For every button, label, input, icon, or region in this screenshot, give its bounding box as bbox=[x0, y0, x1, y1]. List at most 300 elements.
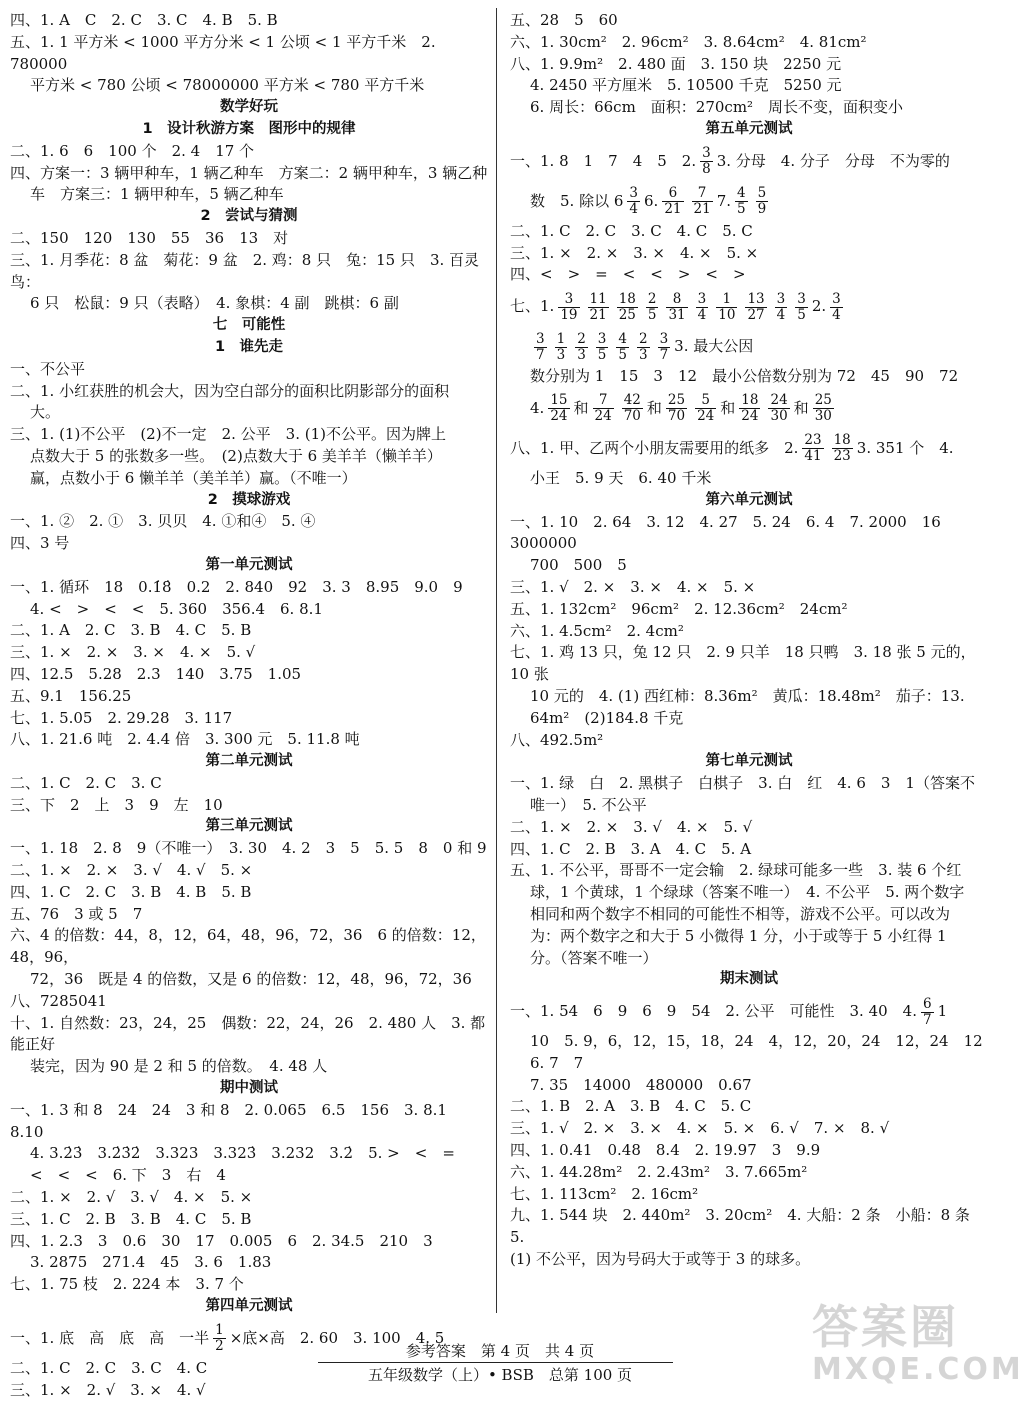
fraction-denominator: 27 bbox=[747, 306, 765, 323]
answer-line bbox=[510, 243, 988, 265]
answer-line bbox=[10, 795, 488, 817]
answer-text: 期末测试 bbox=[720, 971, 778, 988]
fraction bbox=[622, 393, 643, 424]
answer-line bbox=[10, 1013, 488, 1057]
answer-line bbox=[10, 511, 488, 533]
answer-line bbox=[10, 969, 488, 991]
fraction-denominator: 3 bbox=[638, 346, 648, 363]
fraction bbox=[637, 332, 650, 363]
fraction-denominator: 41 bbox=[804, 448, 822, 465]
answer-text: 1 bbox=[937, 1002, 948, 1021]
section-heading bbox=[510, 490, 988, 512]
fraction-numerator: 6 bbox=[662, 186, 683, 202]
answer-line bbox=[510, 795, 988, 817]
answer-text: 八、1. 9.9m² 2. 480 面 3. 150 块 2250 元 bbox=[510, 54, 842, 73]
answer-line bbox=[510, 264, 988, 286]
answer-line bbox=[510, 904, 988, 926]
answer-line bbox=[10, 1252, 488, 1274]
fraction-numerator: 3 bbox=[776, 290, 786, 307]
answer-line bbox=[10, 729, 488, 751]
fraction bbox=[593, 393, 614, 424]
answer-line bbox=[10, 446, 488, 468]
section-heading bbox=[10, 816, 488, 838]
answer-text: 七、1. bbox=[510, 297, 555, 316]
fraction-denominator: 7 bbox=[659, 346, 669, 363]
fraction bbox=[756, 186, 769, 217]
answer-text: 七 可能性 bbox=[212, 317, 286, 334]
answer-text: 第七单元测试 bbox=[705, 753, 793, 770]
answer-line bbox=[510, 926, 988, 948]
answer-text: 五、76 3 或 5 7 bbox=[10, 904, 143, 923]
answer-line bbox=[510, 1118, 988, 1140]
fraction bbox=[768, 393, 789, 424]
answer-line bbox=[10, 468, 488, 490]
answer-line bbox=[510, 621, 988, 643]
section-heading bbox=[510, 969, 988, 991]
fraction bbox=[830, 292, 843, 323]
fraction-denominator: 4 bbox=[629, 201, 638, 218]
fraction bbox=[548, 393, 569, 424]
fraction bbox=[735, 186, 748, 217]
answer-line bbox=[510, 773, 988, 795]
answer-line bbox=[10, 882, 488, 904]
fraction bbox=[745, 292, 766, 323]
answer-text: 五、1. 132cm² 96cm² 2. 12.36cm² 24cm² bbox=[510, 599, 848, 618]
answer-text: 十、1. 自然数：23，24，25 偶数：22，24，26 2. 480 人 3. 都能正好 bbox=[10, 1013, 486, 1054]
answer-text: 700 500 5 bbox=[530, 556, 627, 575]
footer-page-info: 参考答案 第 4 页 共 4 页 bbox=[405, 1342, 595, 1360]
answer-line bbox=[510, 75, 988, 97]
answer-text: 一、1. 54 6 9 6 9 54 2. 公平 可能性 3. 40 4. bbox=[510, 1002, 917, 1021]
fraction bbox=[700, 146, 713, 177]
answer-text: 八、1. 甲、乙两个小朋友需要用的纸多 2. bbox=[510, 438, 799, 457]
answer-text: 一、1. ② 2. ① 3. 贝贝 4. ①和④ 5. ④ bbox=[10, 512, 316, 531]
answer-text: 4. 3.2̇3̇ 3.2̇3̇2̇ 3.323 3.323̇ 3.232 3.2̇ 5. > < = bbox=[30, 1144, 455, 1163]
answer-text: 二、1. C 2. C 3. C bbox=[10, 773, 162, 792]
fraction-denominator: 30 bbox=[770, 408, 788, 425]
answer-line bbox=[10, 1209, 488, 1231]
answer-text: 一、1. 绿 白 2. 黑棋子 白棋子 3. 白 红 4. 6 3 1（答案不 bbox=[510, 774, 975, 793]
fraction-denominator: 9 bbox=[757, 201, 767, 218]
fraction-numerator: 24 bbox=[770, 392, 788, 409]
fraction-denominator: 70 bbox=[667, 408, 686, 425]
answer-text: 三、1. × 2. √ 3. × 4. √ bbox=[10, 1380, 206, 1399]
answer-text: 二、150 120 130 55 36 13 对 bbox=[10, 228, 289, 247]
answer-line bbox=[10, 925, 488, 969]
section-heading bbox=[510, 119, 988, 141]
section-heading bbox=[10, 490, 488, 512]
answer-text: 六、4 的倍数：44，8，12，64，48，96，72，36 6 的倍数：12，48，96， bbox=[10, 926, 486, 967]
answer-text: 一、1. 3 和 8 24 24 3 和 8 2. 0.065 6.5 156 3. 8.1 8.10 bbox=[10, 1100, 462, 1141]
answer-line bbox=[510, 32, 988, 54]
answer-line bbox=[510, 1205, 988, 1249]
answer-text: 四、3 号 bbox=[10, 534, 70, 553]
answer-text: 七、1. 113cm² 2. 16cm² bbox=[510, 1184, 699, 1203]
fraction-numerator: 8 bbox=[666, 292, 687, 308]
footer-rule bbox=[318, 1362, 673, 1363]
answer-text: 五、28 5 60 bbox=[510, 11, 618, 29]
answer-line bbox=[510, 817, 988, 839]
answer-line bbox=[10, 1274, 488, 1296]
answer-text: 和 bbox=[573, 398, 589, 417]
answer-line bbox=[10, 250, 488, 294]
fraction bbox=[596, 332, 609, 363]
fraction bbox=[627, 186, 640, 217]
watermark-logo bbox=[812, 1300, 1024, 1392]
fraction-denominator: 5 bbox=[597, 346, 607, 363]
answer-text: 七、1. 75 枝 2. 224 本 3. 7 个 bbox=[10, 1275, 244, 1294]
answer-line bbox=[510, 599, 988, 621]
answer-line bbox=[510, 512, 988, 556]
answer-text: 第四单元测试 bbox=[205, 1298, 293, 1315]
fraction bbox=[617, 292, 638, 323]
answer-text: 车 方案三：1 辆甲种车，5 辆乙种车 bbox=[30, 185, 284, 204]
fraction-numerator: 3 bbox=[832, 290, 841, 307]
fraction-numerator: 42 bbox=[623, 392, 641, 409]
answer-text: (1) 不公平，因为号码大于或等于 3 的球多。 bbox=[510, 1250, 811, 1269]
fraction-denominator: 5 bbox=[647, 306, 657, 323]
answer-line bbox=[510, 1031, 998, 1075]
answer-text: 一、1. 10 2. 64 3. 12 4. 27 5. 24 6. 4 7. 2000 16 3000000 bbox=[510, 512, 956, 553]
answer-text: 三、1. √ 2. × 3. × 4. × 5. × bbox=[510, 577, 756, 596]
answer-text: 三、1. √ 2. × 3. × 4. × 5. × 6. √ 7. × 8. √ bbox=[510, 1119, 890, 1138]
fraction-numerator: 2 bbox=[638, 330, 648, 347]
fraction-denominator: 24 bbox=[741, 408, 759, 425]
fraction bbox=[716, 292, 737, 323]
answer-text: 3. 分母 4. 分子 分母 不为零的 bbox=[716, 151, 950, 170]
right-column bbox=[510, 10, 998, 1271]
answer-text: 和 bbox=[720, 398, 736, 417]
answer-line bbox=[10, 1187, 488, 1209]
answer-line bbox=[10, 359, 488, 381]
answer-text: 10 5. 9，6，12，15，18，24 4，12，20，24 12，24 12 6. 7 7 bbox=[530, 1032, 998, 1072]
fraction bbox=[534, 332, 547, 363]
answer-text: 四、12.5 5.28 2.3 140 3.75 1.05 bbox=[10, 664, 302, 683]
answer-text: 2 摸球游戏 bbox=[207, 491, 291, 508]
answer-text: 四、1. 0.41 0.48 8.4 2. 19.97 3 9.9 bbox=[510, 1141, 821, 1160]
fraction-denominator: 3 bbox=[556, 346, 566, 363]
answer-line bbox=[510, 286, 988, 326]
answer-text: 装完，因为 90 是 2 和 5 的倍数。 4. 48 人 bbox=[30, 1057, 328, 1076]
fraction-numerator: 3 bbox=[797, 290, 806, 307]
answer-line bbox=[10, 293, 488, 315]
answer-line bbox=[10, 141, 488, 163]
answer-line bbox=[10, 1165, 488, 1187]
answer-text: 六、1. 44.28m² 2. 2.43m² 3. 7.665m² bbox=[510, 1162, 808, 1181]
fraction-numerator: 2 bbox=[647, 290, 657, 307]
fraction-numerator: 1 bbox=[215, 1322, 224, 1339]
section-heading bbox=[10, 1296, 488, 1318]
section-heading bbox=[10, 206, 488, 228]
answer-text: 64m² (2)184.8 千克 bbox=[530, 708, 684, 727]
fraction-denominator: 10 bbox=[718, 306, 736, 323]
fraction bbox=[658, 332, 671, 363]
answer-text: 小王 5. 9 天 6. 40 千米 bbox=[530, 468, 712, 487]
answer-text: 六、1. 30cm² 2. 96cm² 3. 8.64cm² 4. 81cm² bbox=[510, 32, 867, 51]
answer-text: 四、1. A C 2. C 3. C 4. B 5. B bbox=[10, 11, 278, 29]
answer-text: 第五单元测试 bbox=[705, 120, 793, 137]
fraction bbox=[739, 393, 760, 424]
answer-text: 期中测试 bbox=[220, 1080, 278, 1097]
answer-line bbox=[10, 533, 488, 555]
answer-line bbox=[510, 1096, 988, 1118]
answer-line bbox=[510, 1162, 988, 1184]
fraction bbox=[558, 292, 579, 323]
fraction-denominator: 7 bbox=[923, 1011, 932, 1028]
answer-text: 二、1. B 2. A 3. B 4. C 5. C bbox=[510, 1097, 752, 1116]
answer-text: 1 谁先走 bbox=[214, 338, 284, 355]
fraction bbox=[795, 292, 808, 323]
answer-text: 7. 35 14000 480000 0.67 bbox=[530, 1075, 752, 1094]
fraction-denominator: 3 bbox=[577, 346, 586, 363]
fraction-numerator: 18 bbox=[618, 290, 636, 307]
answer-line bbox=[510, 1249, 988, 1271]
answer-text: 三、1. C 2. B 3. B 4. C 5. B bbox=[10, 1209, 252, 1228]
answer-line bbox=[510, 1184, 988, 1206]
answer-line bbox=[510, 708, 988, 730]
answer-line bbox=[510, 882, 988, 904]
answer-text: 八、7285041 bbox=[10, 991, 107, 1010]
fraction bbox=[662, 186, 683, 217]
section-heading bbox=[510, 751, 988, 773]
answer-text: 球，1 个黄球，1 个绿球（答案不唯一） 4. 不公平 5. 两个数字 bbox=[530, 883, 965, 902]
fraction bbox=[775, 292, 788, 323]
fraction bbox=[555, 332, 568, 363]
answer-line bbox=[510, 10, 988, 32]
answer-line bbox=[10, 860, 488, 882]
fraction-numerator: 5 bbox=[757, 185, 767, 202]
fraction-denominator: 21 bbox=[664, 201, 682, 218]
answer-text: 二、1. C 2. C 3. C 4. C 5. C bbox=[510, 221, 753, 240]
answer-text: 三、1. 月季花：8 盆 菊花：9 盆 2. 鸡：8 只 兔：15 只 3. 百灵鸟： bbox=[10, 250, 480, 291]
answer-text: 2 尝试与猜测 bbox=[200, 208, 298, 225]
answer-line bbox=[10, 424, 488, 446]
fraction-denominator: 21 bbox=[589, 306, 607, 323]
answer-line bbox=[10, 664, 488, 686]
fraction-numerator: 4 bbox=[737, 185, 746, 202]
fraction-denominator: 5 bbox=[618, 346, 627, 363]
answer-text: 一、不公平 bbox=[10, 359, 86, 378]
answer-text: 数 5. 除以 6 bbox=[530, 191, 624, 210]
fraction-denominator: 4 bbox=[832, 306, 841, 323]
answer-text: 三、1. × 2. × 3. × 4. × 5. × bbox=[510, 243, 759, 262]
answer-line bbox=[510, 555, 988, 577]
answer-text: 二、1. C 2. C 3. C 4. C bbox=[10, 1358, 208, 1377]
answer-text: 第二单元测试 bbox=[205, 753, 293, 770]
answer-text: 五、1. 1 平方米 < 1000 平方分米 < 1 公顷 < 1 平方千米 2. 780000 bbox=[10, 32, 441, 73]
answer-line bbox=[510, 839, 988, 861]
answer-line bbox=[510, 388, 988, 428]
fraction-numerator: 25 bbox=[814, 392, 832, 409]
answer-line bbox=[510, 1140, 988, 1162]
fraction-numerator: 3 bbox=[597, 330, 607, 347]
answer-text: 3. 2875 271.4 45 3. 6 1.83 bbox=[30, 1253, 272, 1272]
fraction-numerator: 1 bbox=[716, 292, 737, 308]
answer-text: 第六单元测试 bbox=[705, 491, 793, 508]
answer-line bbox=[10, 228, 488, 250]
answer-text: 2. bbox=[811, 297, 827, 316]
answer-text: 1 设计秋游方案 图形中的规律 bbox=[142, 120, 356, 137]
section-heading bbox=[10, 1078, 488, 1100]
answer-text: 7. bbox=[716, 191, 731, 210]
section-heading bbox=[10, 119, 488, 141]
fraction-denominator: 25 bbox=[618, 306, 636, 323]
answer-text: 二、1. A 2. C 3. B 4. C 5. B bbox=[10, 621, 252, 640]
left-column bbox=[10, 10, 488, 1401]
answer-line bbox=[10, 991, 488, 1013]
answer-line bbox=[510, 221, 988, 243]
answer-line bbox=[510, 468, 988, 490]
fraction-numerator: 13 bbox=[747, 290, 765, 307]
answer-line bbox=[10, 402, 488, 424]
fraction-denominator: 31 bbox=[668, 306, 686, 323]
answer-text: 10 元的 4. (1) 西红柿：8.36m² 黄瓜：18.48m² 茄子：13. bbox=[530, 686, 965, 705]
fraction-numerator: 3 bbox=[629, 185, 638, 202]
fraction bbox=[616, 332, 629, 363]
section-heading bbox=[10, 751, 488, 773]
answer-text: 一、1. 循环 18 0.1̇8̇ 0.2 2. 840 92 3. 3 8.95 9.0 9 bbox=[10, 577, 463, 596]
answer-text: 6. bbox=[644, 191, 659, 210]
fraction bbox=[666, 393, 687, 424]
answer-text: 4. bbox=[530, 398, 545, 417]
answer-line bbox=[10, 620, 488, 642]
fraction-numerator: 7 bbox=[692, 186, 713, 202]
answer-line bbox=[10, 184, 488, 206]
answer-text: 3. 最大公因 bbox=[674, 337, 754, 356]
fraction-numerator: 7 bbox=[593, 393, 614, 409]
answer-line bbox=[10, 75, 488, 97]
answer-text: 数学好玩 bbox=[220, 99, 278, 116]
fraction bbox=[646, 292, 659, 323]
answer-line bbox=[510, 642, 988, 686]
fraction-denominator: 2 bbox=[215, 1338, 224, 1355]
fraction-denominator: 21 bbox=[693, 201, 711, 218]
answer-text: 赢，点数小于 6 懒羊羊（美羊羊）赢。（不唯一） bbox=[30, 468, 357, 487]
answer-line bbox=[510, 991, 988, 1031]
fraction-denominator: 8 bbox=[702, 161, 711, 178]
fraction-denominator: 5 bbox=[797, 306, 806, 323]
answer-line bbox=[510, 730, 988, 752]
answer-line bbox=[510, 181, 988, 221]
fraction-numerator: 18 bbox=[833, 432, 851, 449]
fraction-numerator: 3 bbox=[659, 330, 669, 347]
answer-line bbox=[510, 141, 988, 181]
answer-text: 唯一） 5. 不公平 bbox=[530, 795, 647, 814]
answer-text: 八、1. 21.6 吨 2. 4.4 倍 3. 300 元 5. 11.8 吨 bbox=[10, 730, 360, 749]
answer-text: 二、1. 6 6 100 个 2. 4 17 个 bbox=[10, 141, 255, 160]
answer-text: 二、1. 小红获胜的机会大，因为空白部分的面积比阴影部分的面积 bbox=[10, 381, 450, 400]
fraction-denominator: 70 bbox=[623, 408, 641, 425]
fraction-numerator: 3 bbox=[558, 292, 579, 308]
answer-text: 平方米 < 780 公顷 < 78000000 平方米 < 780 平方千米 bbox=[30, 76, 425, 95]
answer-text: 4. 2450 平方厘米 5. 10500 千克 5250 元 bbox=[530, 76, 842, 95]
answer-text: 三、1. (1)不公平 (2)不一定 2. 公平 3. (1)不公平。因为牌上 bbox=[10, 425, 446, 444]
answer-line bbox=[10, 163, 488, 185]
answer-line bbox=[10, 1100, 488, 1144]
answer-text: 一、1. 8 1 7 4 5 2. bbox=[510, 151, 697, 170]
answer-text: 72，36 既是 4 的倍数，又是 6 的倍数：12，48，96，72，36 bbox=[30, 970, 472, 989]
answer-line bbox=[510, 860, 988, 882]
answer-text: 6. 周长：66cm 面积：270cm² 周长不变，面积变小 bbox=[530, 98, 904, 117]
fraction-numerator: 23 bbox=[804, 432, 822, 449]
fraction-numerator: 2 bbox=[577, 330, 586, 347]
answer-text: 为：两个数字之和大于 5 小微得 1 分，小于或等于 5 小红得 1 bbox=[530, 926, 947, 945]
fraction-numerator: 18 bbox=[741, 392, 759, 409]
answer-text: 6 只 松鼠：9 只（表略） 4. 象棋：4 副 跳棋：6 副 bbox=[30, 294, 399, 313]
fraction-denominator: 24 bbox=[550, 408, 568, 425]
fraction-denominator: 19 bbox=[560, 306, 578, 323]
answer-text: 数分别为 1 15 3 12 最小公倍数分别为 72 45 90 72 bbox=[530, 367, 959, 386]
answer-line bbox=[510, 1075, 988, 1097]
section-heading bbox=[10, 315, 488, 337]
fraction bbox=[695, 393, 716, 424]
fraction-numerator: 3 bbox=[536, 330, 545, 347]
fraction-denominator: 24 bbox=[697, 408, 715, 425]
answer-text: < < < 6. 下 3 右 4 bbox=[30, 1166, 226, 1185]
fraction-numerator: 5 bbox=[695, 393, 716, 409]
fraction-denominator: 4 bbox=[776, 306, 786, 323]
answer-text: 3. 351 个 4. bbox=[856, 438, 954, 457]
answer-line bbox=[10, 381, 488, 403]
fraction-numerator: 1 bbox=[556, 330, 566, 347]
answer-line bbox=[10, 1143, 488, 1165]
fraction bbox=[832, 433, 853, 464]
answer-text: 和 bbox=[793, 398, 809, 417]
section-heading bbox=[10, 337, 488, 359]
answer-text: 四、方案一：3 辆甲种车，1 辆乙种车 方案二：2 辆甲种车，3 辆乙种 bbox=[10, 163, 488, 182]
answer-text: 一、1. 底 高 底 高 一半 bbox=[10, 1328, 210, 1347]
fraction-numerator: 11 bbox=[589, 290, 607, 307]
answer-text: 分。（答案不唯一） bbox=[530, 948, 658, 967]
fraction-denominator: 30 bbox=[814, 408, 832, 425]
answer-text: 六、1. 4.5cm² 2. 4cm² bbox=[510, 621, 684, 640]
answer-line bbox=[10, 1231, 488, 1253]
answer-text: 三、下 2 上 3 9 左 10 bbox=[10, 795, 223, 814]
fraction-denominator: 7 bbox=[536, 346, 545, 363]
answer-text: 二、1. × 2. × 3. √ 4. √ 5. × bbox=[10, 861, 253, 880]
answer-line bbox=[510, 686, 988, 708]
answer-text: 五、9.1 156.25 bbox=[10, 686, 132, 705]
answer-line bbox=[10, 904, 488, 926]
answer-text: 四、1. 2.3 3 0.6 30 17 0.005 6 2. 34.5 210 3 bbox=[10, 1231, 433, 1250]
answer-line bbox=[10, 1056, 488, 1078]
answer-text: ×底×高 2. 60 3. 100 4. 5 bbox=[229, 1328, 445, 1347]
answer-text: 大。 bbox=[30, 403, 61, 422]
answer-line bbox=[10, 686, 488, 708]
answer-text: 和 bbox=[646, 398, 662, 417]
answer-line bbox=[510, 54, 988, 76]
fraction-denominator: 5 bbox=[737, 201, 746, 218]
answer-text: 4. < > < < 5. 360 356.4 6. 8.1 bbox=[30, 599, 323, 618]
answer-text: 四、< > = < < > < > bbox=[510, 265, 746, 284]
answer-text: 四、1. C 2. C 3. B 4. B 5. B bbox=[10, 882, 252, 901]
answer-text: 第三单元测试 bbox=[205, 818, 293, 835]
answer-text: 第一单元测试 bbox=[205, 556, 293, 573]
answer-line bbox=[10, 32, 488, 76]
answer-line bbox=[510, 326, 988, 366]
fraction bbox=[588, 292, 609, 323]
fraction bbox=[813, 393, 834, 424]
fraction bbox=[575, 332, 588, 363]
fraction-numerator: 25 bbox=[667, 392, 686, 409]
answer-line bbox=[10, 773, 488, 795]
answer-line bbox=[10, 577, 488, 599]
answer-text: 一、1. 18 2. 8 9（不唯一） 3. 30 4. 2 3 5 5. 5 8 0 和 9 bbox=[10, 839, 487, 858]
answer-line bbox=[10, 642, 488, 664]
fraction-numerator: 3 bbox=[697, 290, 707, 307]
watermark-url: MXQE.COM bbox=[812, 1352, 1024, 1387]
answer-text: 相同和两个数字不相同的可能性不相等，游戏不公平。可以改为 bbox=[530, 904, 951, 923]
